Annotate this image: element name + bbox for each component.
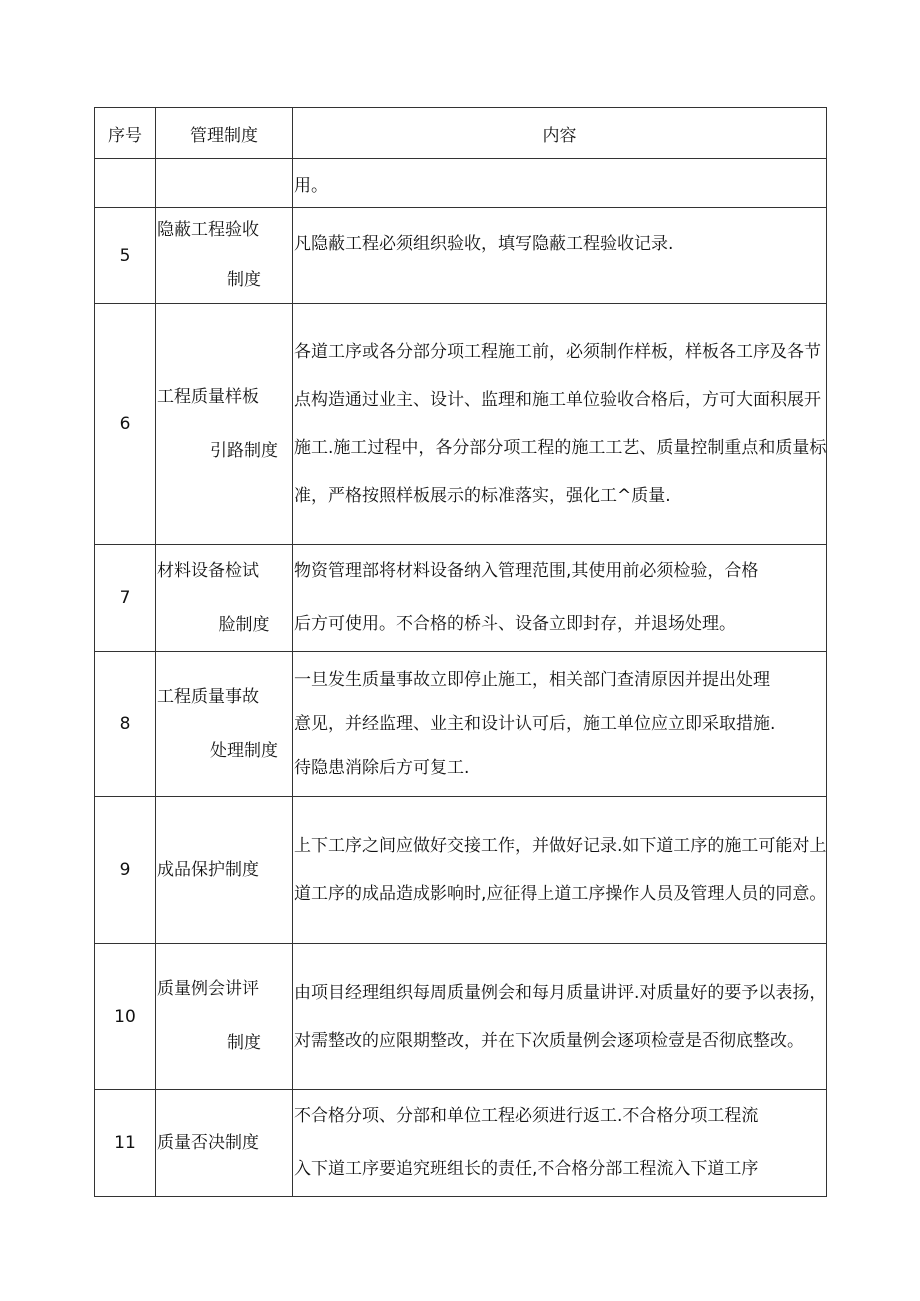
content-line: 对需整改的应限期整改，并在下次质量例会逐项检壹是否彻底整改。: [294, 1030, 804, 1051]
header-seq: 序号: [95, 108, 156, 159]
content-line: 道工序的成品造成影响时,应征得上道工序操作人员及管理人员的同意。: [294, 884, 827, 904]
content-line: 待隐患消除后方可复工.: [294, 758, 470, 778]
row-system-name: [156, 208, 293, 304]
row-system-name: [156, 545, 293, 652]
system-name-line-1: 成品保护制度: [157, 859, 259, 880]
table-row: [95, 159, 827, 208]
header-content: 内容: [293, 108, 827, 159]
system-name-line-2: 制度: [227, 1033, 261, 1053]
system-name-line-1: 工程质量样板: [157, 386, 259, 407]
content-line: 意见，并经监理、业主和设计认可后，施工单位应立即采取措施.: [294, 714, 776, 734]
row-content: [293, 797, 827, 944]
content-line: 一旦发生质量事故立即停止施工，相关部门查清原因并提出处理: [294, 670, 770, 690]
row-seq: 6: [95, 304, 156, 545]
system-name-line-2: 处理制度: [210, 740, 278, 761]
system-name-line-1: 质量否决制度: [157, 1132, 259, 1153]
content-line: 由项目经理组织每周质量例会和每月质量讲评.对质量好的要予以表扬，: [294, 982, 827, 1003]
content-line: 入下道工序要追究班组长的责任,不合格分部工程流入下道工序: [294, 1159, 759, 1179]
content-line: 物资管理部将材料设备纳入管理范围,其使用前必须检验，合格: [294, 561, 759, 581]
system-name-line-1: 质量例会讲评: [157, 979, 259, 999]
row-content: [293, 1090, 827, 1197]
row-system-name: [156, 304, 293, 545]
row-system-name: [156, 159, 293, 208]
row-seq: 7: [95, 545, 156, 652]
table-row: [95, 944, 827, 1090]
content-line: 准，严格按照样板展示的标准落实，强化工^质量.: [294, 486, 671, 506]
row-seq: 5: [95, 208, 156, 304]
row-seq: [95, 159, 156, 208]
table-row: [95, 652, 827, 797]
content-line: 不合格分项、分部和单位工程必须进行返工.不合格分项工程流: [294, 1106, 759, 1126]
row-system-name: [156, 797, 293, 944]
management-system-table: [94, 107, 827, 1197]
row-content: [293, 208, 827, 304]
content-line: 点构造通过业主、设计、监理和施工单位验收合格后，方可大面积展开: [294, 390, 821, 410]
row-content: [293, 545, 827, 652]
row-content: [293, 944, 827, 1090]
system-name-line-1: 工程质量事故: [157, 686, 259, 707]
row-system-name: [156, 1090, 293, 1197]
header-system: 管理制度: [156, 108, 293, 159]
content-line: 后方可使用。不合格的桥斗、设备立即封存，并退场处理。: [294, 614, 736, 634]
system-name-line-1: 隐蔽工程验收: [157, 220, 259, 240]
content-line: 施工.施工过程中，各分部分项工程的施工工艺、质量控制重点和质量标: [294, 438, 827, 458]
row-seq: 8: [95, 652, 156, 797]
row-content: [293, 159, 827, 208]
system-name-line-2: 引路制度: [210, 440, 278, 461]
row-seq: 9: [95, 797, 156, 944]
system-name-line-1: 材料设备检试: [157, 560, 259, 581]
row-content: [293, 304, 827, 545]
row-system-name: [156, 944, 293, 1090]
content-line: 各道工序或各分部分项工程施工前，必须制作样板，样板各工序及各节: [294, 342, 821, 362]
system-name-line-2: 制度: [227, 270, 261, 290]
header-row: [95, 108, 827, 159]
row-seq: 11: [95, 1090, 156, 1197]
content-line: 上下工序之间应做好交接工作，并做好记录.如下道工序的施工可能对上: [294, 836, 827, 856]
table-row: [95, 1090, 827, 1197]
table-row: [95, 208, 827, 304]
row-seq: 10: [95, 944, 156, 1090]
table-row: [95, 304, 827, 545]
table-row: [95, 545, 827, 652]
content-line: 凡隐蔽工程必须组织验收，填写隐蔽工程验收记录.: [294, 234, 674, 254]
content-line: 用。: [294, 175, 328, 196]
table-row: [95, 797, 827, 944]
row-system-name: [156, 652, 293, 797]
row-content: [293, 652, 827, 797]
system-name-line-2: 脸制度: [218, 614, 270, 635]
